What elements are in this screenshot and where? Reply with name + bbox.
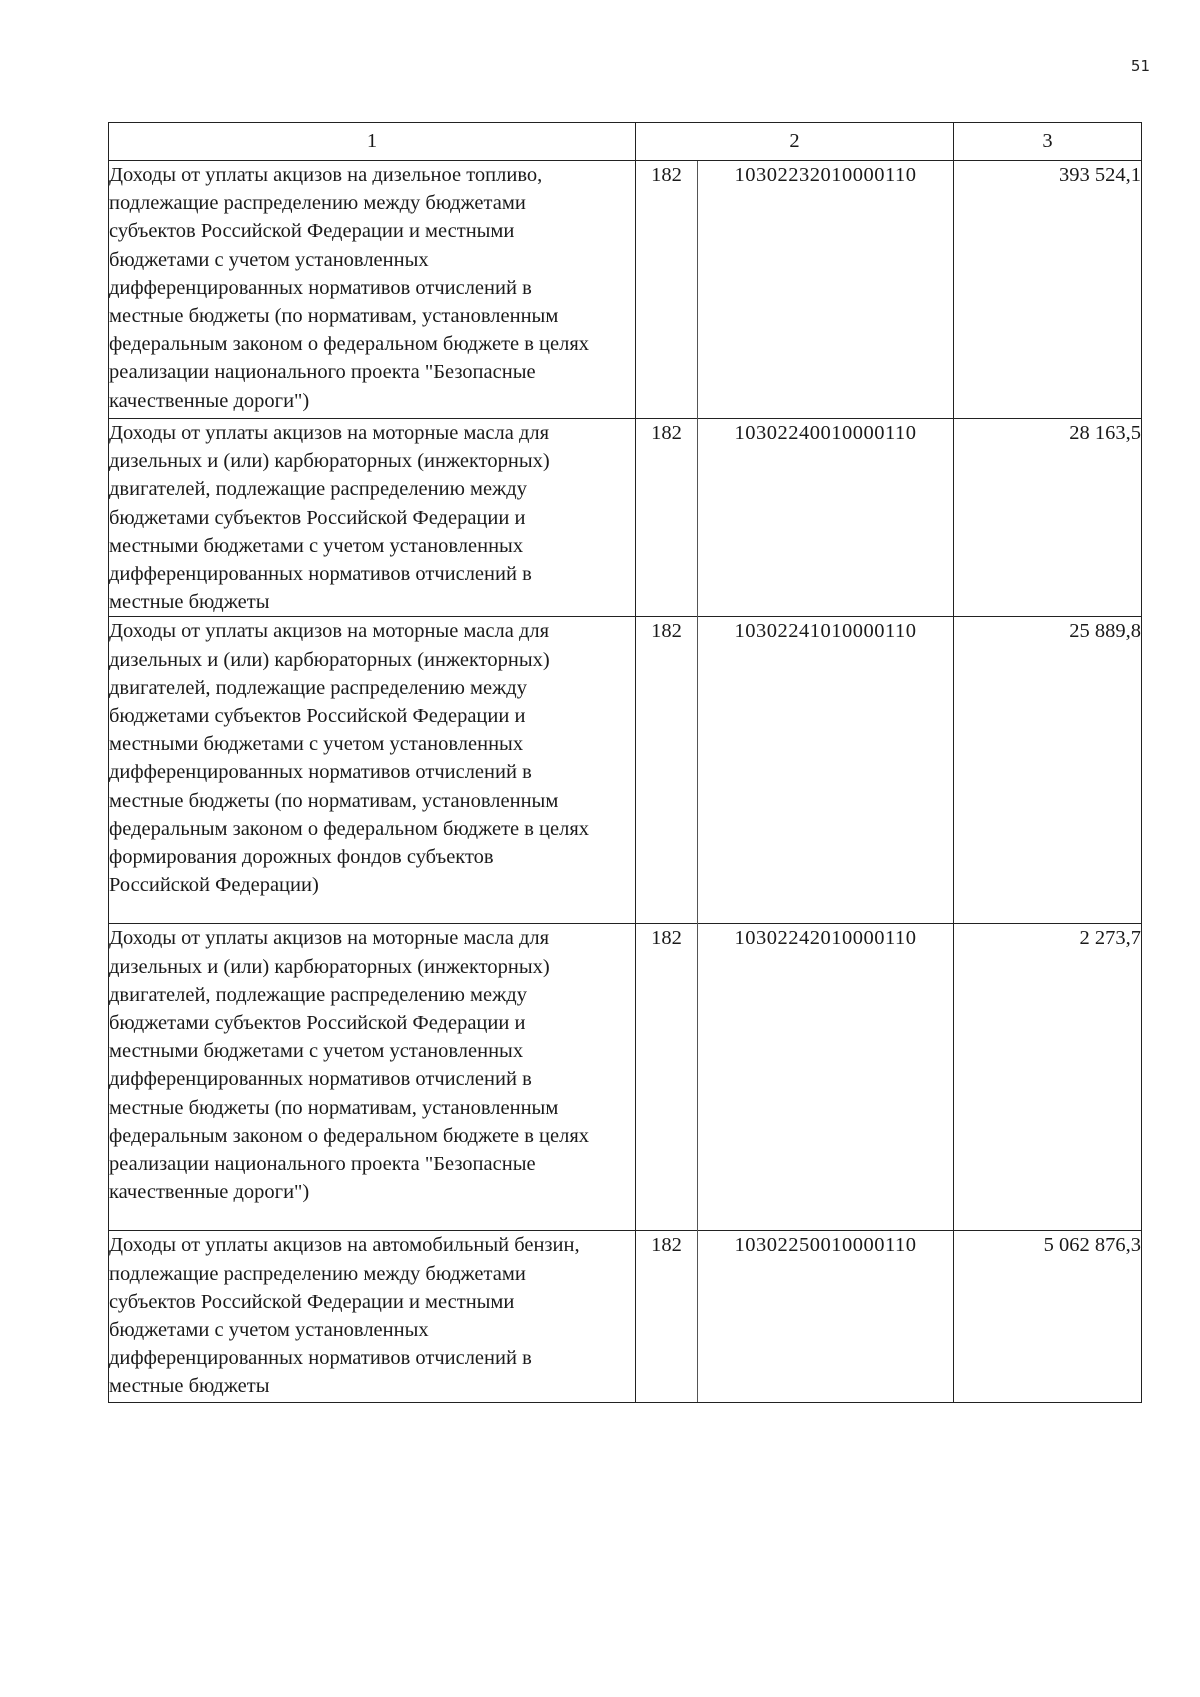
description-line: Доходы от уплаты акцизов на моторные масла для xyxy=(109,422,550,444)
description-line: качественные дороги") xyxy=(109,1181,310,1204)
description-line: бюджетами с учетом установленных xyxy=(109,248,429,271)
description-line: реализации национального проекта "Безопасные xyxy=(109,361,536,384)
row-description xyxy=(109,617,636,924)
description-line: двигателей, подлежащие распределению между xyxy=(109,983,527,1006)
row-kbk-code: 10302232010000110 xyxy=(698,161,954,419)
row-kbk-code: 10302240010000110 xyxy=(698,419,954,617)
header-column-2: 2 xyxy=(636,123,954,161)
description-line: бюджетами субъектов Российской Федерации и xyxy=(109,1012,526,1035)
description-line: федеральным законом о федеральном бюджете в целях xyxy=(109,333,590,356)
table-row xyxy=(109,617,1142,924)
description-line: местные бюджеты (по нормативам, установленным xyxy=(109,1096,559,1119)
description-line: двигателей, подлежащие распределению между xyxy=(109,676,527,699)
description-line: местные бюджеты (по нормативам, установленным xyxy=(109,305,559,328)
description-line: дизельных и (или) карбюраторных (инжекторных) xyxy=(109,648,550,671)
description-line: местные бюджеты xyxy=(109,591,270,614)
row-amount: 393 524,1 xyxy=(954,161,1142,419)
page-number: 51 xyxy=(1130,57,1150,75)
description-line: бюджетами субъектов Российской Федерации и xyxy=(109,506,526,529)
table-row xyxy=(109,161,1142,419)
description-line: местные бюджеты (по нормативам, установленным xyxy=(109,789,559,812)
description-line: федеральным законом о федеральном бюджете в целях xyxy=(109,817,590,840)
description-line: подлежащие распределению между бюджетами xyxy=(109,1262,526,1285)
row-kbk-code: 10302242010000110 xyxy=(698,924,954,1231)
revenue-table xyxy=(108,122,1142,1403)
description-line: Доходы от уплаты акцизов на дизельное топливо, xyxy=(109,164,543,186)
description-line: дифференцированных нормативов отчислений в xyxy=(109,1068,532,1091)
header-column-1: 1 xyxy=(109,123,636,161)
description-line: Доходы от уплаты акцизов на моторные масла для xyxy=(109,620,550,643)
description-line: формирования дорожных фондов субъектов xyxy=(109,846,494,869)
description-line: двигателей, подлежащие распределению между xyxy=(109,478,527,501)
row-description xyxy=(109,161,636,419)
table-row xyxy=(109,419,1142,617)
row-amount: 5 062 876,3 xyxy=(954,1231,1142,1403)
description-line: федеральным законом о федеральном бюджете в целях xyxy=(109,1124,590,1147)
row-amount: 25 889,8 xyxy=(954,617,1142,924)
row-admin-code: 182 xyxy=(636,924,698,1231)
row-amount: 28 163,5 xyxy=(954,419,1142,617)
header-column-3: 3 xyxy=(954,123,1142,161)
description-line: качественные дороги") xyxy=(109,389,310,412)
row-admin-code: 182 xyxy=(636,419,698,617)
row-kbk-code: 10302241010000110 xyxy=(698,617,954,924)
table-row xyxy=(109,924,1142,1231)
row-amount: 2 273,7 xyxy=(954,924,1142,1231)
description-line: Российской Федерации) xyxy=(109,874,319,897)
description-line: Доходы от уплаты акцизов на моторные масла для xyxy=(109,927,550,950)
description-line: местными бюджетами с учетом установленных xyxy=(109,733,524,756)
description-line: бюджетами субъектов Российской Федерации и xyxy=(109,705,526,728)
row-admin-code: 182 xyxy=(636,1231,698,1403)
row-description xyxy=(109,419,636,617)
description-line: Доходы от уплаты акцизов на автомобильный бензин, xyxy=(109,1234,580,1257)
row-kbk-code: 10302250010000110 xyxy=(698,1231,954,1403)
description-line: подлежащие распределению между бюджетами xyxy=(109,192,526,215)
description-line: дифференцированных нормативов отчислений в xyxy=(109,276,532,299)
description-line: дизельных и (или) карбюраторных (инжекторных) xyxy=(109,450,550,473)
description-line: местными бюджетами с учетом установленных xyxy=(109,1040,524,1063)
row-admin-code: 182 xyxy=(636,617,698,924)
table-header-row xyxy=(109,123,1142,161)
row-description xyxy=(109,1231,636,1403)
description-line: дифференцированных нормативов отчислений в xyxy=(109,761,532,784)
row-admin-code: 182 xyxy=(636,161,698,419)
table-body xyxy=(109,161,1142,1403)
description-line: дифференцированных нормативов отчислений в xyxy=(109,563,532,586)
table-row xyxy=(109,1231,1142,1403)
row-description xyxy=(109,924,636,1231)
description-line: бюджетами с учетом установленных xyxy=(109,1319,429,1342)
description-line: дифференцированных нормативов отчислений в xyxy=(109,1347,532,1370)
description-line: дизельных и (или) карбюраторных (инжекторных) xyxy=(109,955,550,978)
description-line: субъектов Российской Федерации и местными xyxy=(109,1290,515,1313)
description-line: местные бюджеты xyxy=(109,1375,270,1398)
description-line: субъектов Российской Федерации и местными xyxy=(109,220,515,243)
description-line: местными бюджетами с учетом установленных xyxy=(109,534,524,557)
description-line: реализации национального проекта "Безопасные xyxy=(109,1153,536,1176)
